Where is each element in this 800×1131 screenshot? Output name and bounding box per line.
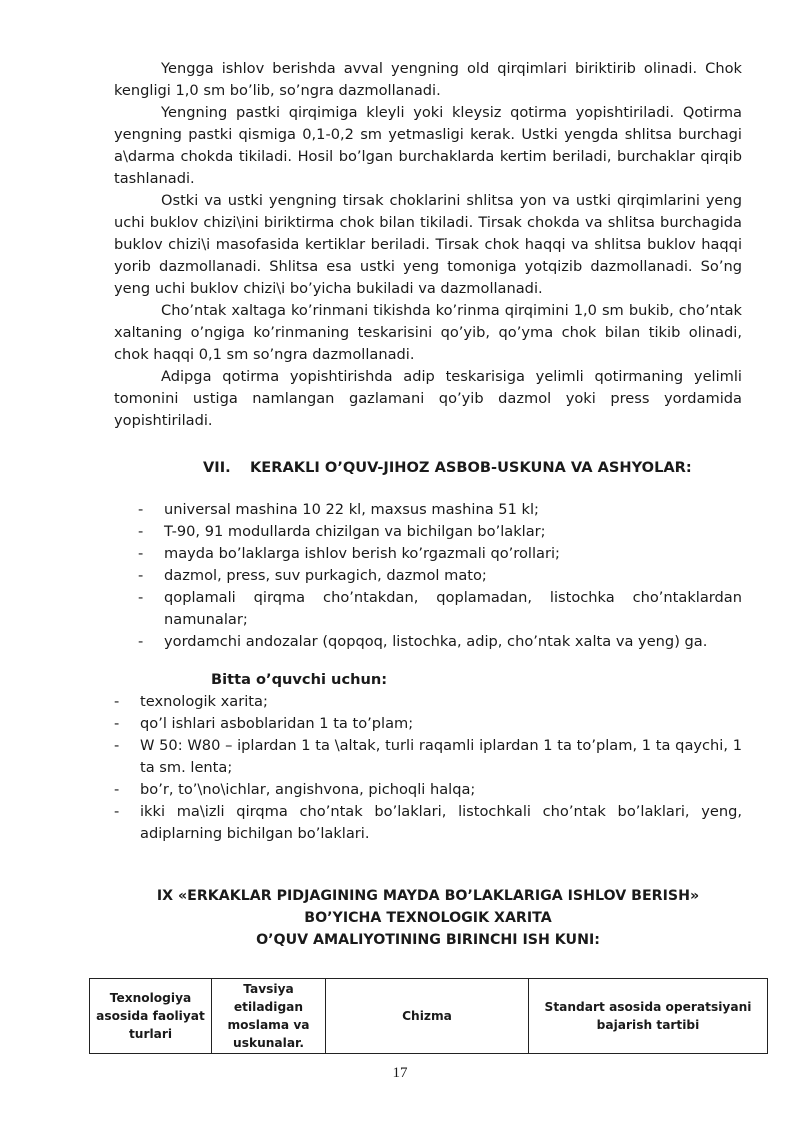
dash-marker: -: [138, 545, 144, 562]
dash-marker: -: [114, 803, 120, 820]
section-7-title: KERAKLI O’QUV-JIHOZ ASBOB-USKUNA VA ASHYOLAR:: [250, 459, 692, 476]
list-item: - dazmol, press, suv purkagich, dazmol mato;: [138, 565, 742, 587]
per-student-heading: Bitta o’quvchi uchun:: [211, 671, 388, 688]
paragraph-4: Cho’ntak xaltaga ko’rinmani tikishda ko’rinma qirqimini 1,0 sm bukib, cho’ntak xaltaning o’ngiga ko’rinmaning teskarisini qo’yib, qo’yma chok bilan tikib olinadi, chok haqqi 0,1 sm so’ngra dazmollanadi.: [114, 302, 742, 363]
header-drawing: Chizma: [326, 979, 529, 1054]
list-item: - mayda bo’laklarga ishlov berish ko’rgazmali qo’rollari;: [138, 543, 742, 565]
list-item: - T-90, 91 modullarda chizilgan va bichilgan bo’laklar;: [138, 521, 742, 543]
section-7-heading: [114, 457, 742, 479]
technology-map-table: [89, 978, 768, 1054]
list-item: - qo’l ishlari asboblaridan 1 ta to’plam;: [114, 713, 742, 735]
paragraph-3: Ostki va ustki yengning tirsak choklarini shlitsa yon va ustki qirqimlarini yeng uchi buklov chizi\ini biriktirma chok bilan tikiladi. Tirsak chokda va shlitsa burchagida buklov chizi\i masofasida kertiklar beriladi. Tirsak chok haqqi va shlitsa buklov haqqi yorib dazmollanadi. Shlitsa esa ustki yeng tomoniga yotqizib dazmollanadi. So’ng yeng uchi buklov chizi\i bo’yicha bukiladi va dazmollanadi.: [114, 192, 742, 297]
table-header-row: [90, 979, 768, 1054]
header-operation-order: Standart asosida operatsiyani bajarish tartibi: [529, 979, 768, 1054]
paragraph-1: Yengga ishlov berishda avval yengning old qirqimlari biriktirib olinadi. Chok kengligi 1,0 sm bo’lib, so’ngra dazmollanadi.: [114, 60, 742, 99]
dash-marker: -: [114, 737, 120, 754]
dash-marker: -: [138, 633, 144, 650]
dash-marker: -: [138, 523, 144, 540]
paragraph-5: Adipga qotirma yopishtirishda adip teskarisiga yelimli qotirmaning yelimli tomonini ustiga namlangan gazlamani qo’yib dazmol yoki press yordamida yopishtiriladi.: [114, 368, 742, 429]
section-7-number: VII.: [203, 459, 231, 476]
page-body: [114, 58, 742, 951]
list-item: - W 50: W80 – iplardan 1 ta \altak, turli raqamli iplardan 1 ta to’plam, 1 ta qaychi, 1 ta sm. lenta;: [114, 737, 742, 776]
paragraph-2: Yengning pastki qirqimiga kleyli yoki kleysiz qotirma yopishtiriladi. Qotirma yengning pastki qismiga 0,1-0,2 sm yetmasligi kerak. Ustki yengda shlitsa burchagi a\darma chokda tikiladi. Hosil bo’lgan burchaklarda kertim beriladi, burchaklar qirqib tashlanadi.: [114, 104, 742, 187]
list-item: - texnologik xarita;: [114, 691, 742, 713]
section-9-heading: [114, 885, 742, 951]
list-item: - yordamchi andozalar (qopqoq, listochka, adip, cho’ntak xalta va yeng) ga.: [138, 631, 742, 653]
equipment-list: [138, 499, 742, 653]
section-9-line-1: IX «ERKAKLAR PIDJAGINING MAYDA BO’LAKLARIGA ISHLOV BERISH»: [156, 888, 700, 904]
header-recommended-equipment: Tavsiya etiladigan moslama va uskunalar.: [212, 979, 326, 1054]
section-9-line-3: O’QUV AMALIYOTINING BIRINCHI ISH KUNI:: [256, 932, 600, 948]
per-student-list: [114, 691, 742, 845]
dash-marker: -: [114, 715, 120, 732]
page-number: 17: [392, 1065, 408, 1081]
list-item: - bo’r, to’\no\ichlar, angishvona, pichoqli halqa;: [114, 779, 742, 801]
list-item: - qoplamali qirqma cho’ntakdan, qoplamadan, listochka cho’ntaklardan namunalar;: [138, 589, 742, 628]
list-item: - universal mashina 10 22 kl, maxsus mashina 51 kl;: [138, 499, 742, 521]
dash-marker: -: [138, 567, 144, 584]
dash-marker: -: [114, 781, 120, 798]
dash-marker: -: [138, 501, 144, 518]
dash-marker: -: [114, 693, 120, 710]
dash-marker: -: [138, 589, 144, 606]
list-item: - ikki ma\izli qirqma cho’ntak bo’laklari, listochkali cho’ntak bo’laklari, yeng, adiplarning bichilgan bo’laklari.: [114, 803, 742, 842]
section-9-line-2: BO’YICHA TEXNOLOGIK XARITA: [304, 910, 552, 926]
header-activity-types: Texnologiya asosida faoliyat turlari: [90, 979, 212, 1054]
